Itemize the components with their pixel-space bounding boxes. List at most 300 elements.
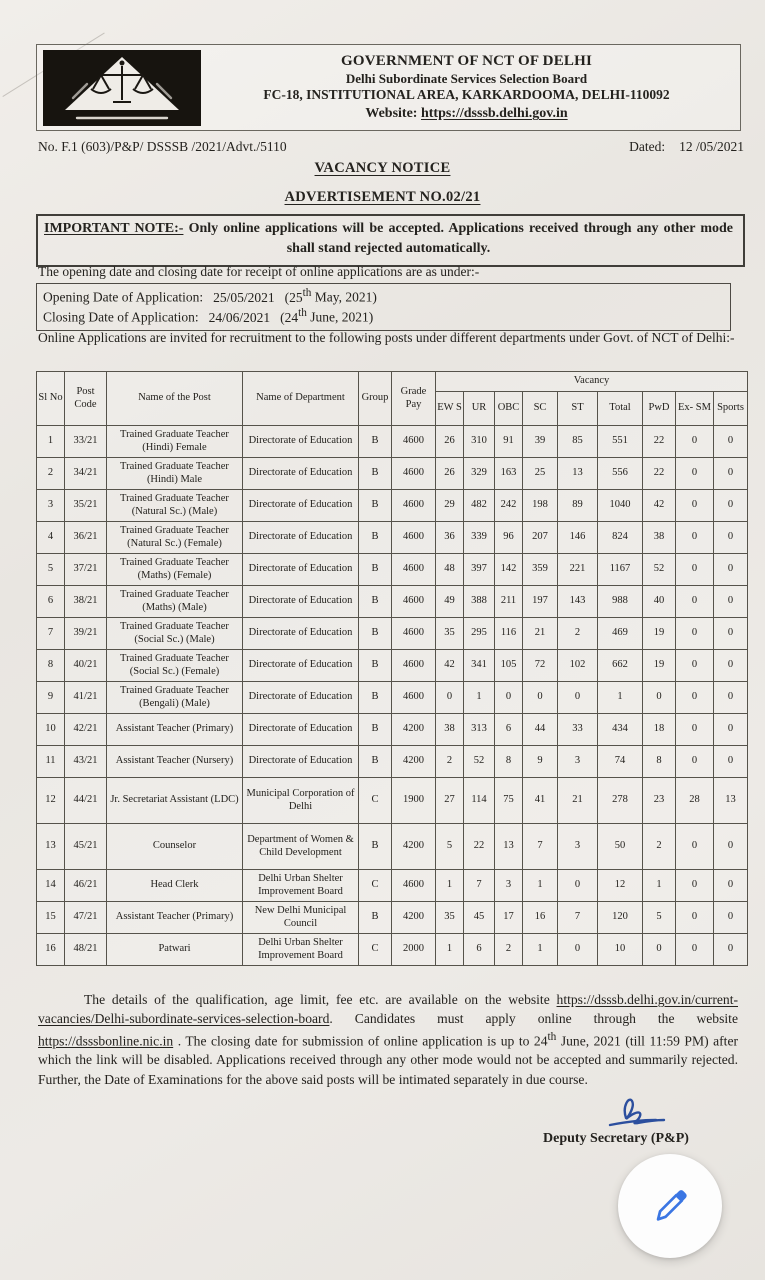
table-cell: 42 (436, 650, 464, 682)
table-cell: Trained Graduate Teacher (Social Sc.) (Female) (107, 650, 243, 682)
table-cell: 50 (598, 824, 643, 870)
table-cell: 19 (643, 618, 676, 650)
table-cell: 75 (495, 778, 523, 824)
table-cell: 85 (558, 426, 598, 458)
table-row (37, 682, 748, 714)
table-cell: 36 (436, 522, 464, 554)
table-cell: 0 (643, 934, 676, 966)
table-cell: 4200 (392, 714, 436, 746)
table-cell: 38 (436, 714, 464, 746)
table-row (37, 778, 748, 824)
dated-label: Dated: (629, 139, 666, 154)
table-cell: Municipal Corporation of Delhi (243, 778, 359, 824)
table-cell: C (359, 934, 392, 966)
vacancy-table-header (37, 372, 748, 426)
table-cell: 4600 (392, 458, 436, 490)
table-cell: 7 (37, 618, 65, 650)
table-cell: 116 (495, 618, 523, 650)
table-cell: 33 (558, 714, 598, 746)
table-cell: 1 (598, 682, 643, 714)
table-cell: 0 (676, 586, 714, 618)
table-cell: 4600 (392, 490, 436, 522)
table-cell: 15 (37, 902, 65, 934)
table-cell: 0 (676, 682, 714, 714)
table-cell: 5 (643, 902, 676, 934)
col-header-obc: OBC (495, 392, 523, 426)
table-cell: 13 (495, 824, 523, 870)
table-cell: 4600 (392, 870, 436, 902)
table-cell: 8 (37, 650, 65, 682)
letterhead-text (201, 52, 740, 122)
table-cell: 0 (714, 682, 748, 714)
table-cell: B (359, 618, 392, 650)
opening-date-value: 25/05/2021 (213, 289, 275, 305)
table-cell: 211 (495, 586, 523, 618)
table-row (37, 522, 748, 554)
table-cell: 0 (643, 682, 676, 714)
table-cell: 4600 (392, 586, 436, 618)
opening-date-line: Opening Date of Application: 25/05/2021 (25th May, 2021) (43, 287, 377, 305)
table-cell: 21 (558, 778, 598, 824)
table-row (37, 824, 748, 870)
table-cell: B (359, 554, 392, 586)
table-cell: 42 (643, 490, 676, 522)
table-cell: B (359, 586, 392, 618)
col-header-sl-no: Sl No (37, 372, 65, 426)
table-cell: Delhi Urban Shelter Improvement Board (243, 934, 359, 966)
table-row (37, 746, 748, 778)
table-cell: 0 (714, 934, 748, 966)
dsssb-logo-emblem (43, 50, 201, 126)
table-row (37, 490, 748, 522)
table-cell: Trained Graduate Teacher (Maths) (Male) (107, 586, 243, 618)
table-cell: 6 (37, 586, 65, 618)
table-cell: 2 (558, 618, 598, 650)
table-cell: 12 (598, 870, 643, 902)
table-cell: 23 (643, 778, 676, 824)
table-cell: 42/21 (65, 714, 107, 746)
table-cell: 0 (676, 426, 714, 458)
table-cell: 163 (495, 458, 523, 490)
table-cell: New Delhi Municipal Council (243, 902, 359, 934)
table-cell: 39/21 (65, 618, 107, 650)
table-cell: 2000 (392, 934, 436, 966)
table-cell: Delhi Urban Shelter Improvement Board (243, 870, 359, 902)
table-cell: 33/21 (65, 426, 107, 458)
org-name: GOVERNMENT OF NCT OF DELHI (340, 53, 593, 70)
table-cell: 26 (436, 458, 464, 490)
table-cell: 41/21 (65, 682, 107, 714)
table-cell: 0 (714, 870, 748, 902)
table-cell: Directorate of Education (243, 522, 359, 554)
table-cell: 0 (714, 902, 748, 934)
vacancy-notice-title: VACANCY NOTICE (314, 160, 451, 176)
table-cell: 7 (523, 824, 558, 870)
table-row (37, 618, 748, 650)
table-cell: 295 (464, 618, 495, 650)
footer-text: June, 2021 (till 11:59 PM) after which the link will be disabled. Applications received through any other mode would not be accepted and summarily rejected. Further, the Date of Examinations for the above said posts will be intimated separately in due course. (38, 1033, 739, 1087)
table-cell: 16 (37, 934, 65, 966)
table-cell: 19 (643, 650, 676, 682)
col-header-name-of-post: Name of the Post (107, 372, 243, 426)
table-cell: 4 (37, 522, 65, 554)
table-cell: 0 (714, 554, 748, 586)
footer-text: . The closing date for submission of online application is up to 24 (173, 1033, 548, 1049)
table-cell: Counselor (107, 824, 243, 870)
table-cell: 96 (495, 522, 523, 554)
table-cell: 0 (676, 746, 714, 778)
table-cell: 40 (643, 586, 676, 618)
table-cell: 0 (676, 870, 714, 902)
table-cell: 35 (436, 618, 464, 650)
table-cell: 310 (464, 426, 495, 458)
table-cell: 143 (558, 586, 598, 618)
intro-paragraph: Online Applications are invited for recruitment to the following posts under different departments under Govt. of NCT of Delhi:- (38, 330, 735, 345)
table-cell: B (359, 522, 392, 554)
table-cell: 824 (598, 522, 643, 554)
table-cell: B (359, 458, 392, 490)
table-cell: 3 (558, 824, 598, 870)
table-cell: 1 (436, 870, 464, 902)
table-cell: 0 (676, 490, 714, 522)
advertisement-number-title: ADVERTISEMENT NO.02/21 (284, 189, 481, 205)
table-cell: Patwari (107, 934, 243, 966)
table-cell: 0 (714, 426, 748, 458)
reference-row (38, 139, 744, 155)
table-cell: 35 (436, 902, 464, 934)
table-cell: 0 (714, 522, 748, 554)
table-cell: 0 (558, 682, 598, 714)
table-cell: Head Clerk (107, 870, 243, 902)
table-cell: 10 (37, 714, 65, 746)
table-cell: 0 (714, 650, 748, 682)
table-cell: B (359, 650, 392, 682)
table-cell: 0 (676, 618, 714, 650)
col-header-ews: EW S (436, 392, 464, 426)
table-cell: 4200 (392, 824, 436, 870)
table-cell: 4600 (392, 618, 436, 650)
table-cell: 2 (643, 824, 676, 870)
table-cell: 22 (643, 458, 676, 490)
table-cell: Directorate of Education (243, 650, 359, 682)
table-cell: 388 (464, 586, 495, 618)
col-header-sports: Sports (714, 392, 748, 426)
table-cell: 1 (37, 426, 65, 458)
table-cell: Trained Graduate Teacher (Hindi) Male (107, 458, 243, 490)
table-cell: 341 (464, 650, 495, 682)
col-header-pwd: PwD (643, 392, 676, 426)
website-url: https://dsssb.delhi.gov.in (420, 106, 568, 122)
footer-paragraph (38, 990, 738, 1089)
table-cell: Directorate of Education (243, 490, 359, 522)
table-cell: 29 (436, 490, 464, 522)
table-cell: 105 (495, 650, 523, 682)
table-cell: 0 (558, 870, 598, 902)
table-cell: C (359, 870, 392, 902)
table-cell: 0 (676, 458, 714, 490)
table-cell: B (359, 682, 392, 714)
table-cell: 2 (436, 746, 464, 778)
table-cell: 35/21 (65, 490, 107, 522)
table-cell: B (359, 426, 392, 458)
footer-text: th (547, 1030, 557, 1043)
table-cell: 662 (598, 650, 643, 682)
table-cell: 4200 (392, 902, 436, 934)
table-cell: 0 (714, 714, 748, 746)
table-cell: 12 (37, 778, 65, 824)
col-header-grade-pay: Grade Pay (392, 372, 436, 426)
table-cell: Directorate of Education (243, 682, 359, 714)
table-cell: Directorate of Education (243, 746, 359, 778)
vacancy-table-body (37, 426, 748, 966)
table-cell: 339 (464, 522, 495, 554)
file-reference-number: No. F.1 (603)/P&P/ DSSSB /2021/Advt./5110 (38, 139, 287, 154)
closing-date-value: 24/06/2021 (208, 309, 271, 325)
table-cell: Assistant Teacher (Primary) (107, 902, 243, 934)
closing-date-label: Closing Date of Application: (43, 309, 199, 325)
table-cell: 48/21 (65, 934, 107, 966)
table-cell: 0 (714, 618, 748, 650)
table-cell: 482 (464, 490, 495, 522)
board-name: Delhi Subordinate Services Selection Board (345, 71, 588, 87)
important-note-text: Only online applications will be accepted. Applications received through any other mode shall stand rejected automatically. (183, 221, 733, 257)
table-cell: 2 (37, 458, 65, 490)
signatory-title: Deputy Secretary (P&P) (543, 1131, 689, 1146)
table-cell: 4600 (392, 522, 436, 554)
table-cell: 11 (37, 746, 65, 778)
table-cell: 22 (464, 824, 495, 870)
table-cell: 22 (643, 426, 676, 458)
table-cell: 47/21 (65, 902, 107, 934)
table-cell: 0 (676, 650, 714, 682)
table-cell: 27 (436, 778, 464, 824)
table-row (37, 902, 748, 934)
table-cell: 6 (495, 714, 523, 746)
table-cell: 0 (714, 746, 748, 778)
table-cell: 48 (436, 554, 464, 586)
table-cell: 1167 (598, 554, 643, 586)
table-cell: B (359, 490, 392, 522)
table-row (37, 934, 748, 966)
table-cell: Directorate of Education (243, 714, 359, 746)
table-cell: 44/21 (65, 778, 107, 824)
col-header-department: Name of Department (243, 372, 359, 426)
table-cell: 0 (676, 824, 714, 870)
table-cell: Trained Graduate Teacher (Social Sc.) (Male) (107, 618, 243, 650)
table-cell: 52 (464, 746, 495, 778)
table-cell: 278 (598, 778, 643, 824)
table-cell: 38 (643, 522, 676, 554)
important-note-label: IMPORTANT NOTE:- (44, 221, 184, 236)
table-cell: 4600 (392, 650, 436, 682)
table-cell: 0 (676, 714, 714, 746)
table-cell: 1040 (598, 490, 643, 522)
table-cell: Trained Graduate Teacher (Bengali) (Male) (107, 682, 243, 714)
table-cell: Trained Graduate Teacher (Natural Sc.) (Male) (107, 490, 243, 522)
table-cell: Jr. Secretariat Assistant (LDC) (107, 778, 243, 824)
table-cell: 4200 (392, 746, 436, 778)
closing-date-line: Closing Date of Application: 24/06/2021 (24th June, 2021) (43, 307, 374, 325)
table-cell: 38/21 (65, 586, 107, 618)
pencil-edit-icon (648, 1184, 692, 1228)
table-cell: 142 (495, 554, 523, 586)
table-cell: 0 (714, 490, 748, 522)
table-cell: 1900 (392, 778, 436, 824)
table-cell: 7 (464, 870, 495, 902)
table-cell: Trained Graduate Teacher (Hindi) Female (107, 426, 243, 458)
table-cell: Trained Graduate Teacher (Natural Sc.) (Female) (107, 522, 243, 554)
table-cell: 397 (464, 554, 495, 586)
table-row (37, 554, 748, 586)
table-cell: 45/21 (65, 824, 107, 870)
table-cell: 14 (37, 870, 65, 902)
table-cell: 10 (598, 934, 643, 966)
table-cell: 1 (523, 934, 558, 966)
table-cell: 16 (523, 902, 558, 934)
table-cell: 13 (714, 778, 748, 824)
table-cell: 0 (714, 824, 748, 870)
table-cell: 6 (464, 934, 495, 966)
dates-intro-text: The opening date and closing date for receipt of online applications are as under:- (38, 264, 480, 279)
table-cell: 0 (676, 554, 714, 586)
table-cell: 37/21 (65, 554, 107, 586)
table-row (37, 870, 748, 902)
table-cell: 469 (598, 618, 643, 650)
table-cell: 0 (495, 682, 523, 714)
table-cell: 74 (598, 746, 643, 778)
table-cell: 1 (436, 934, 464, 966)
table-cell: 146 (558, 522, 598, 554)
table-cell: 197 (523, 586, 558, 618)
table-cell: 91 (495, 426, 523, 458)
table-cell: 5 (37, 554, 65, 586)
col-header-sc: SC (523, 392, 558, 426)
table-cell: 0 (436, 682, 464, 714)
table-cell: 26 (436, 426, 464, 458)
table-cell: 359 (523, 554, 558, 586)
table-cell: 40/21 (65, 650, 107, 682)
application-dates-box (36, 283, 731, 331)
table-cell: 28 (676, 778, 714, 824)
table-row (37, 586, 748, 618)
table-cell: 9 (37, 682, 65, 714)
table-cell: 0 (714, 586, 748, 618)
table-cell: 9 (523, 746, 558, 778)
col-header-ur: UR (464, 392, 495, 426)
table-cell: 207 (523, 522, 558, 554)
org-address: FC-18, INSTITUTIONAL AREA, KARKARDOOMA, DELHI-110092 (263, 87, 670, 103)
col-header-ex-sm: Ex- SM (676, 392, 714, 426)
table-cell: 89 (558, 490, 598, 522)
table-cell: 7 (558, 902, 598, 934)
table-row (37, 650, 748, 682)
table-cell: 3 (37, 490, 65, 522)
table-cell: 3 (558, 746, 598, 778)
table-cell: 0 (676, 934, 714, 966)
dated-value: 12 /05/2021 (679, 139, 744, 154)
table-cell: 25 (523, 458, 558, 490)
table-cell: 8 (643, 746, 676, 778)
table-cell: B (359, 902, 392, 934)
table-cell: 49 (436, 586, 464, 618)
table-cell: 21 (523, 618, 558, 650)
table-cell: C (359, 778, 392, 824)
table-cell: Directorate of Education (243, 586, 359, 618)
col-header-vacancy: Vacancy (436, 372, 748, 392)
table-cell: 329 (464, 458, 495, 490)
table-cell: Department of Women & Child Development (243, 824, 359, 870)
footer-text: The details of the qualification, age limit, fee etc. are available on the website (84, 992, 557, 1007)
table-cell: 120 (598, 902, 643, 934)
footer-text: . Candidates must apply online through the website (329, 1011, 738, 1027)
dsssb-logo (43, 50, 201, 126)
website-line (201, 105, 732, 123)
table-cell: 72 (523, 650, 558, 682)
table-cell: B (359, 714, 392, 746)
table-cell: 43/21 (65, 746, 107, 778)
table-cell: 13 (37, 824, 65, 870)
table-cell: B (359, 746, 392, 778)
table-cell: 988 (598, 586, 643, 618)
table-cell: 34/21 (65, 458, 107, 490)
table-cell: 41 (523, 778, 558, 824)
table-cell: Directorate of Education (243, 618, 359, 650)
table-cell: 4600 (392, 554, 436, 586)
table-cell: 45 (464, 902, 495, 934)
table-cell: 0 (676, 902, 714, 934)
table-cell: 198 (523, 490, 558, 522)
table-cell: 13 (558, 458, 598, 490)
table-cell: 52 (643, 554, 676, 586)
table-cell: 2 (495, 934, 523, 966)
table-cell: 1 (643, 870, 676, 902)
table-cell: 4600 (392, 682, 436, 714)
table-cell: 1 (523, 870, 558, 902)
table-cell: 46/21 (65, 870, 107, 902)
footer-url: https://dsssbonline.nic.in (38, 1033, 174, 1049)
table-cell: 242 (495, 490, 523, 522)
table-cell: Trained Graduate Teacher (Maths) (Female) (107, 554, 243, 586)
table-row (37, 458, 748, 490)
edit-fab-button[interactable] (618, 1154, 722, 1258)
important-note-box (36, 214, 745, 267)
col-header-post-code: Post Code (65, 372, 107, 426)
table-cell: 3 (495, 870, 523, 902)
col-header-group: Group (359, 372, 392, 426)
table-cell: 4600 (392, 426, 436, 458)
col-header-st: ST (558, 392, 598, 426)
vacancy-table (36, 371, 748, 966)
table-cell: 0 (676, 522, 714, 554)
table-cell: 556 (598, 458, 643, 490)
table-cell: 0 (523, 682, 558, 714)
table-row (37, 714, 748, 746)
table-cell: 434 (598, 714, 643, 746)
table-cell: 8 (495, 746, 523, 778)
table-cell: 114 (464, 778, 495, 824)
letterhead (36, 44, 741, 131)
table-cell: 102 (558, 650, 598, 682)
table-cell: 313 (464, 714, 495, 746)
col-header-total: Total (598, 392, 643, 426)
table-cell: 221 (558, 554, 598, 586)
dated-block (629, 139, 744, 155)
table-cell: 551 (598, 426, 643, 458)
table-cell: 5 (436, 824, 464, 870)
table-cell: Assistant Teacher (Nursery) (107, 746, 243, 778)
footer-url: https://dsssb.delhi.gov.in/current-vacancies/Delhi-subordinate-services-selection-board (38, 992, 738, 1027)
table-cell: Directorate of Education (243, 458, 359, 490)
